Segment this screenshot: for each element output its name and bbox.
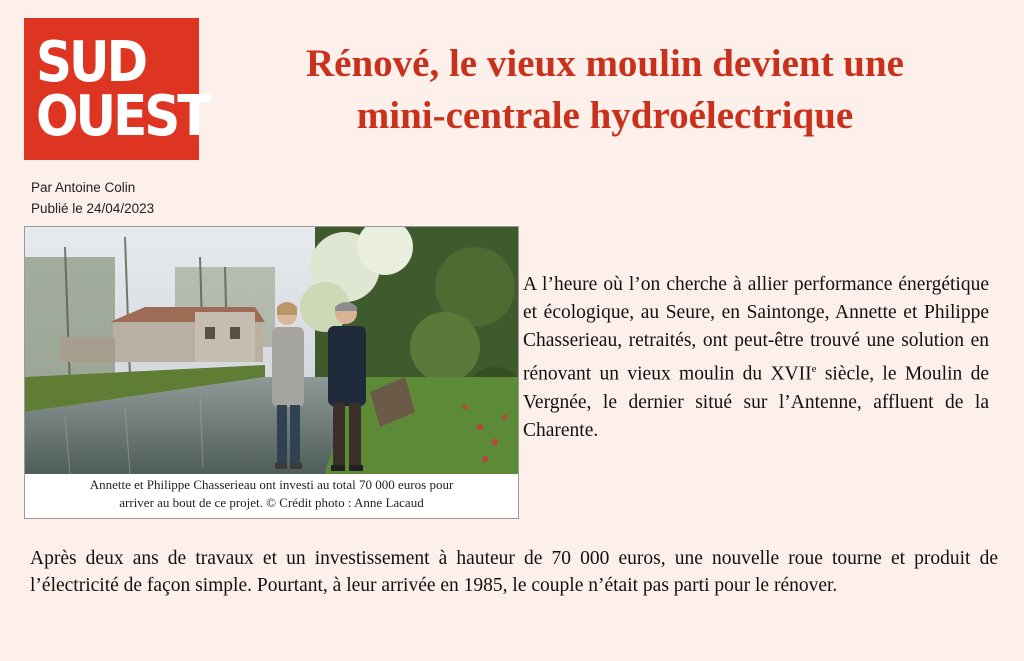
century-superscript: e [811, 363, 817, 375]
headline-line1: Rénové, le vieux moulin devient une [305, 42, 904, 85]
logo-text-line2: OUEST [36, 83, 209, 149]
author: Par Antoine Colin [31, 180, 136, 195]
logo-text-line1: SUD [36, 29, 146, 95]
photo-caption [25, 476, 518, 512]
intro-paragraph [523, 271, 989, 445]
mill-photo [25, 227, 518, 474]
caption-line1: Annette et Philippe Chasserieau ont investi au total 70 000 euros pour [89, 477, 454, 492]
article-headline [210, 38, 1000, 142]
intro-text-part1: A l’heure où l’on cherche à allier performance énergétique et écologique, au Seure, en Saintonge, Annette et Philippe Chasserieau, retraités, ont peut-être trouvé une solution en rénovant un vieux moulin du XVII [523, 274, 989, 385]
article-figure [24, 226, 519, 519]
headline-line2: mini-centrale hydroélectrique [356, 94, 854, 137]
body-paragraph: Après deux ans de travaux et un investissement à hauteur de 70 000 euros, une nouvelle roue tourne et produit de l’électricité de façon simple. Pourtant, à leur arrivée en 1985, le couple n’était pas parti pour le rénover. [30, 548, 998, 596]
publish-date: Publié le 24/04/2023 [31, 201, 155, 216]
sud-ouest-logo[interactable] [24, 18, 209, 160]
mill-photo-illustration [25, 227, 518, 474]
intro-text-part2: siècle, le Moulin de Vergnée, le dernier situé sur l’Antenne, affluent de la Charente. [523, 363, 989, 441]
caption-line2: arriver au bout de ce projet. © Crédit photo : Anne Lacaud [119, 495, 424, 510]
byline [31, 177, 154, 219]
